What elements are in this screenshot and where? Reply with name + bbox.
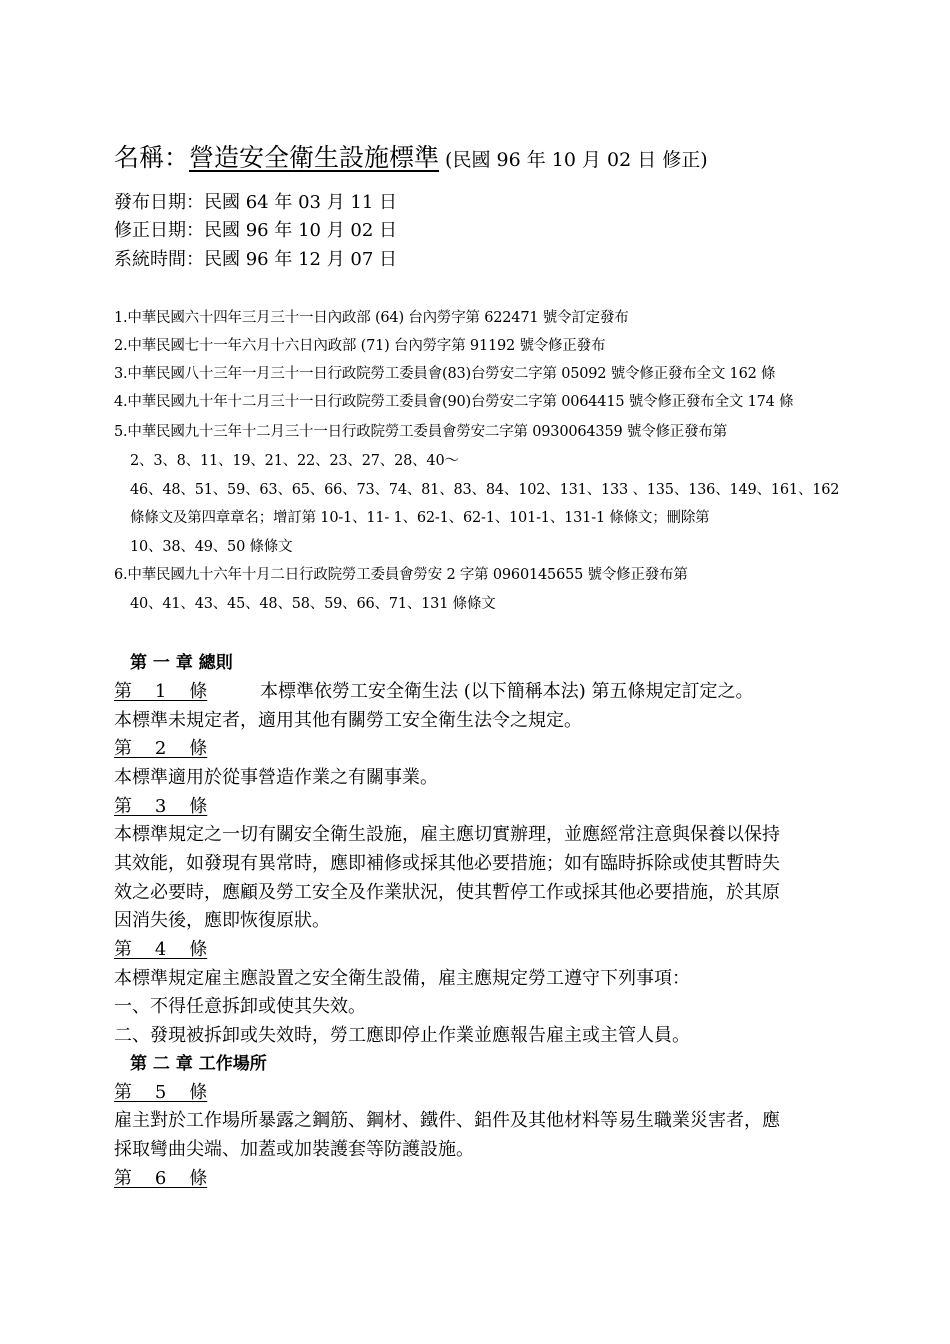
document-title <box>114 138 708 174</box>
history-line: 46、48、51、59、63、65、66、73、74、81、83、84、102、131、133 、135、136、149、161、162 <box>130 482 840 498</box>
article-text: 採取彎曲尖端、加蓋或加裝護套等防護設施。 <box>114 1139 474 1160</box>
history-line: 4.中華民國九十年十二月三十一日行政院勞工委員會(90)台勞安二字第 0064415 號令修正發布全文 174 條 <box>114 394 794 410</box>
article-text: 本標準規定之一切有關安全衛生設施，雇主應切實辦理，並應經常注意與保養以保持 <box>114 824 780 845</box>
article-text: 一、不得任意拆卸或使其失效。 <box>114 996 366 1017</box>
history-line: 6.中華民國九十六年十月二日行政院勞工委員會勞安 2 字第 0960145655 號令修正發布第 <box>114 567 688 583</box>
history-line: 2、3、8、11、19、21、22、23、27、28、40～ <box>130 453 459 469</box>
article-label: 第 6 條 <box>114 1168 208 1189</box>
history-line: 2.中華民國七十一年六月十六日內政部 (71) 台內勞字第 91192 號令修正發布 <box>114 338 606 354</box>
article-text: 本標準適用於從事營造作業之有關事業。 <box>114 767 438 788</box>
article-text: 本標準未規定者，適用其他有關勞工安全衛生法令之規定。 <box>114 710 582 731</box>
history-line: 1.中華民國六十四年三月三十一日內政部 (64) 台內勞字第 622471 號令訂定發布 <box>114 310 629 326</box>
article-label: 第 1 條 <box>114 681 208 702</box>
history-line: 10、38、49、50 條條文 <box>130 539 293 555</box>
article-text: 本標準規定雇主應設置之安全衛生設備，雇主應規定勞工遵守下列事項： <box>114 968 690 989</box>
amendment-note: (民國 96 年 10 月 02 日 修正) <box>445 149 708 171</box>
history-line: 5.中華民國九十三年十二月三十一日行政院勞工委員會勞安二字第 0930064359 號令修正發布第 <box>114 424 728 440</box>
history-line: 40、41、43、45、48、58、59、66、71、131 條條文 <box>130 596 496 612</box>
title-label: 名稱： <box>114 143 190 172</box>
article-label: 第 2 條 <box>114 738 208 759</box>
publish-date: 發布日期：民國 64 年 03 月 11 日 <box>114 192 398 213</box>
article-text: 其效能，如發現有異常時，應即補修或採其他必要措施；如有臨時拆除或使其暫時失 <box>114 853 780 874</box>
article-text: 二、發現被拆卸或失效時，勞工應即停止作業並應報告雇主或主管人員。 <box>114 1025 690 1046</box>
chapter-heading: 第 一 章 總則 <box>130 653 233 673</box>
article-text: 效之必要時，應顧及勞工安全及作業狀況，使其暫停工作或採其他必要措施，於其原 <box>114 882 780 903</box>
history-line: 3.中華民國八十三年一月三十一日行政院勞工委員會(83)台勞安二字第 05092 號令修正發布全文 162 條 <box>114 366 776 382</box>
article-label: 第 4 條 <box>114 939 208 960</box>
article-text: 本標準依勞工安全衛生法 (以下簡稱本法) 第五條規定訂定之。 <box>260 681 754 702</box>
article-label: 第 5 條 <box>114 1082 208 1103</box>
chapter-heading: 第 二 章 工作場所 <box>130 1054 267 1074</box>
article-text: 雇主對於工作場所暴露之鋼筋、鋼材、鐵件、鋁件及其他材料等易生職業災害者，應 <box>114 1110 780 1131</box>
amend-date: 修正日期：民國 96 年 10 月 02 日 <box>114 220 398 241</box>
history-line: 條條文及第四章章名；增訂第 10-1、11- 1、62-1、62-1、101-1、131-1 條條文；刪除第 <box>130 510 710 526</box>
system-date: 系統時間：民國 96 年 12 月 07 日 <box>114 249 398 270</box>
article-text: 因消失後，應即恢復原狀。 <box>114 910 330 931</box>
article-label: 第 3 條 <box>114 796 208 817</box>
regulation-name: 營造安全衛生設施標準 <box>189 143 440 172</box>
